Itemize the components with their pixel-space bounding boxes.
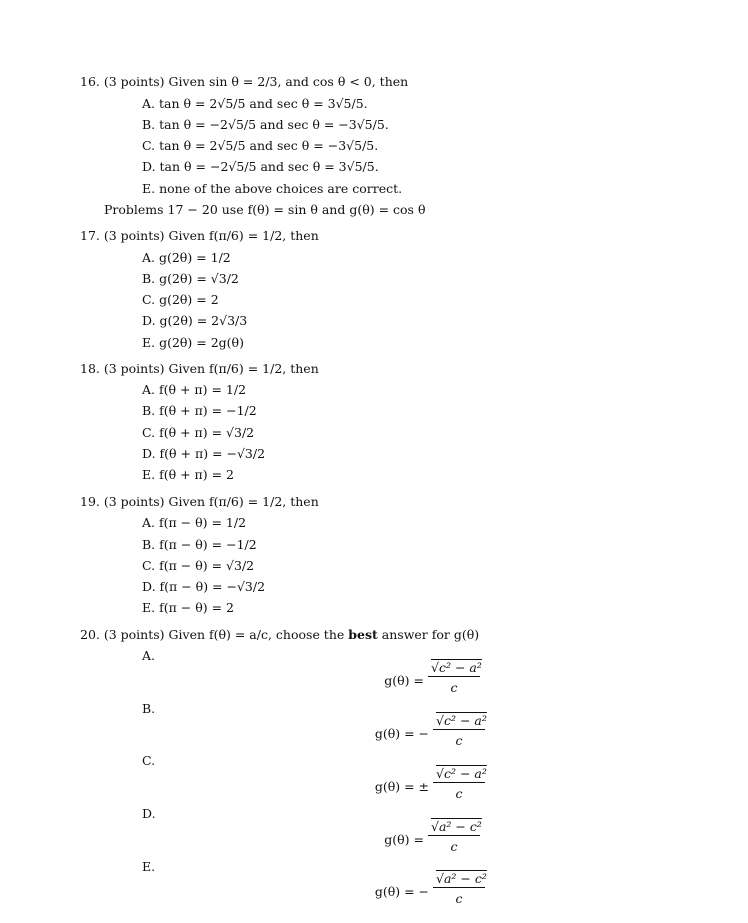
q16-option-b: B. tan θ = −2√5/5 and sec θ = −3√5/5. bbox=[142, 117, 389, 132]
question-19-stem: 19. (3 points) Given f(π/6) = 1/2, then bbox=[80, 494, 319, 509]
question-16-stem: 16. (3 points) Given sin θ = 2/3, and cos θ < 0, then bbox=[80, 74, 409, 89]
fraction-bar bbox=[433, 887, 485, 888]
q20-option-c-numerator: √c² − a² bbox=[436, 766, 487, 781]
fraction-bar bbox=[433, 782, 485, 783]
q20-option-d-label: D. bbox=[142, 806, 156, 821]
q20-option-e-denominator: c bbox=[455, 891, 463, 906]
q20-option-a-formula bbox=[384, 660, 482, 695]
q20-option-d-numerator: √a² − c² bbox=[431, 819, 482, 834]
q19-option-e: E. f(π − θ) = 2 bbox=[142, 600, 234, 615]
q17-option-a: A. g(2θ) = 1/2 bbox=[142, 250, 231, 265]
problems-note: Problems 17 − 20 use f(θ) = sin θ and g(θ) = cos θ bbox=[104, 202, 426, 217]
q19-option-c: C. f(π − θ) = √3/2 bbox=[142, 558, 255, 573]
q20-option-b-denominator: c bbox=[455, 733, 463, 748]
q20-stem-prefix: 20. (3 points) Given f(θ) = a/c, choose the bbox=[80, 627, 345, 642]
q20-option-d-denominator: c bbox=[450, 839, 458, 854]
q17-option-d: D. g(2θ) = 2√3/3 bbox=[142, 313, 248, 328]
q17-option-e: E. g(2θ) = 2g(θ) bbox=[142, 335, 244, 350]
q20-option-d-formula bbox=[384, 819, 482, 854]
q20-option-a-lhs: g(θ) = bbox=[384, 673, 424, 688]
q20-option-e-lhs: g(θ) = − bbox=[374, 884, 429, 899]
fraction-bar bbox=[428, 676, 480, 677]
q17-option-b: B. g(2θ) = √3/2 bbox=[142, 271, 239, 286]
q19-option-a: A. f(π − θ) = 1/2 bbox=[142, 515, 247, 530]
q18-option-b: B. f(θ + π) = −1/2 bbox=[142, 403, 257, 418]
q20-option-d-lhs: g(θ) = bbox=[384, 832, 424, 847]
q16-option-a: A. tan θ = 2√5/5 and sec θ = 3√5/5. bbox=[142, 96, 368, 111]
q20-option-e-numerator: √a² − c² bbox=[436, 871, 487, 886]
q20-option-b-numerator: √c² − a² bbox=[436, 713, 487, 728]
q20-option-b-lhs: g(θ) = − bbox=[374, 726, 429, 741]
q18-option-d: D. f(θ + π) = −√3/2 bbox=[142, 446, 266, 461]
q19-option-b: B. f(π − θ) = −1/2 bbox=[142, 537, 257, 552]
q17-option-c: C. g(2θ) = 2 bbox=[142, 292, 219, 307]
q20-option-e-label: E. bbox=[142, 859, 156, 874]
q20-stem-suffix: answer for g(θ) bbox=[381, 627, 480, 642]
q19-option-d: D. f(π − θ) = −√3/2 bbox=[142, 579, 266, 594]
q20-option-c-label: C. bbox=[142, 753, 156, 768]
q18-option-c: C. f(θ + π) = √3/2 bbox=[142, 425, 255, 440]
q16-option-c: C. tan θ = 2√5/5 and sec θ = −3√5/5. bbox=[142, 138, 379, 153]
q20-option-a-label: A. bbox=[142, 648, 156, 663]
question-18-stem: 18. (3 points) Given f(π/6) = 1/2, then bbox=[80, 361, 319, 376]
q16-option-e: E. none of the above choices are correct. bbox=[142, 181, 403, 196]
q18-option-e: E. f(θ + π) = 2 bbox=[142, 467, 234, 482]
q20-option-c-formula bbox=[374, 766, 487, 801]
question-17-stem: 17. (3 points) Given f(π/6) = 1/2, then bbox=[80, 228, 319, 243]
fraction-bar bbox=[428, 835, 480, 836]
question-20-stem bbox=[80, 627, 479, 643]
q20-option-a-numerator: √c² − a² bbox=[431, 660, 482, 675]
q20-option-b-label: B. bbox=[142, 701, 156, 716]
q16-option-d: D. tan θ = −2√5/5 and sec θ = 3√5/5. bbox=[142, 159, 379, 174]
q20-option-c-lhs: g(θ) = ± bbox=[374, 779, 429, 794]
q20-option-c-denominator: c bbox=[455, 786, 463, 801]
q20-stem-bold: best bbox=[348, 627, 378, 642]
q20-option-e-formula bbox=[374, 871, 487, 906]
q20-option-a-denominator: c bbox=[450, 680, 458, 695]
fraction-bar bbox=[433, 729, 485, 730]
q20-option-b-formula bbox=[374, 713, 487, 748]
q18-option-a: A. f(θ + π) = 1/2 bbox=[142, 382, 247, 397]
